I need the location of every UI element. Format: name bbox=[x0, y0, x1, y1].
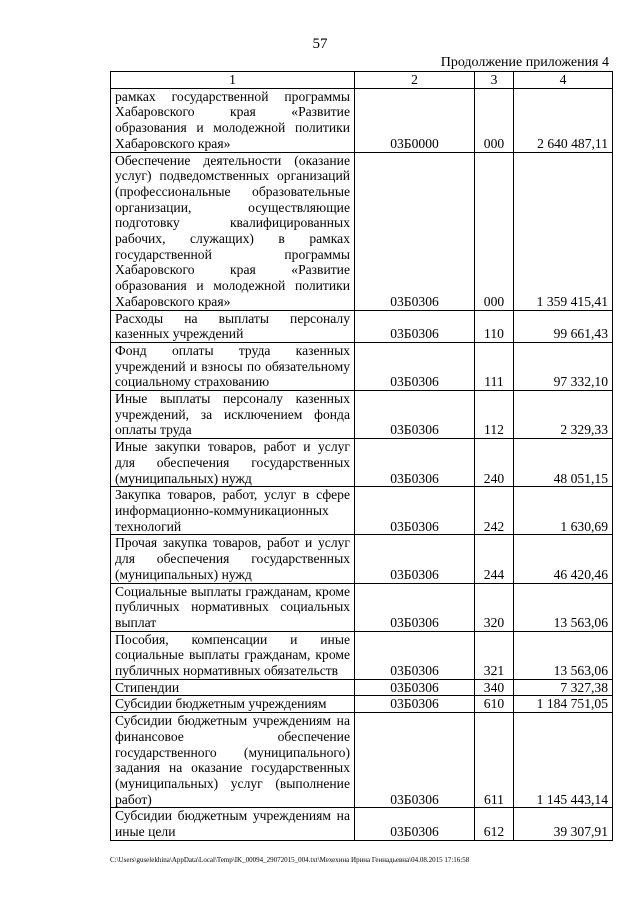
header-col-3: 3 bbox=[475, 72, 514, 89]
header-col-4: 4 bbox=[514, 72, 613, 89]
row-code: 03Б0306 bbox=[355, 439, 475, 487]
row-amount: 46 420,46 bbox=[514, 535, 613, 583]
row-name: Субсидии бюджетным учреждениям bbox=[111, 696, 355, 713]
row-amount: 13 563,06 bbox=[514, 631, 613, 679]
row-code: 03Б0306 bbox=[355, 679, 475, 696]
row-name: Стипендии bbox=[111, 679, 355, 696]
row-type: 000 bbox=[475, 88, 514, 152]
row-code: 03Б0306 bbox=[355, 152, 475, 310]
row-type: 321 bbox=[475, 631, 514, 679]
row-type: 320 bbox=[475, 583, 514, 631]
table-row bbox=[111, 583, 613, 631]
table-row bbox=[111, 439, 613, 487]
row-name: Иные выплаты персоналу казенных учреждений, за исключением фонда оплаты труда bbox=[111, 391, 355, 439]
table-row bbox=[111, 631, 613, 679]
row-code: 03Б0306 bbox=[355, 696, 475, 713]
row-type: 000 bbox=[475, 152, 514, 310]
row-type: 340 bbox=[475, 679, 514, 696]
row-amount: 13 563,06 bbox=[514, 583, 613, 631]
row-amount: 2 329,33 bbox=[514, 391, 613, 439]
row-type: 112 bbox=[475, 391, 514, 439]
row-name: Субсидии бюджетным учреждениям на иные цели bbox=[111, 808, 355, 840]
table-row bbox=[111, 713, 613, 808]
row-code: 03Б0306 bbox=[355, 583, 475, 631]
table-row bbox=[111, 679, 613, 696]
row-type: 244 bbox=[475, 535, 514, 583]
header-col-2: 2 bbox=[355, 72, 475, 89]
row-amount: 97 332,10 bbox=[514, 342, 613, 390]
row-name: Пособия, компенсации и иные социальные выплаты гражданам, кроме публичных нормативных обязательств bbox=[111, 631, 355, 679]
page-number: 57 bbox=[312, 36, 328, 52]
row-type: 242 bbox=[475, 487, 514, 535]
table-row bbox=[111, 310, 613, 342]
row-code: 03Б0306 bbox=[355, 808, 475, 840]
continuation-label: Продолжение приложения 4 bbox=[440, 55, 609, 70]
row-type: 111 bbox=[475, 342, 514, 390]
row-code: 03Б0306 bbox=[355, 535, 475, 583]
row-amount: 99 661,43 bbox=[514, 310, 613, 342]
table-row bbox=[111, 808, 613, 840]
row-name: Фонд оплаты труда казенных учреждений и взносы по обязательному социальному страхованию bbox=[111, 342, 355, 390]
row-code: 03Б0306 bbox=[355, 631, 475, 679]
row-code: 03Б0000 bbox=[355, 88, 475, 152]
row-name: Расходы на выплаты персоналу казенных учреждений bbox=[111, 310, 355, 342]
row-code: 03Б0306 bbox=[355, 310, 475, 342]
row-name: Социальные выплаты гражданам, кроме публичных нормативных социальных выплат bbox=[111, 583, 355, 631]
row-amount: 2 640 487,11 bbox=[514, 88, 613, 152]
row-type: 611 bbox=[475, 713, 514, 808]
row-amount: 39 307,91 bbox=[514, 808, 613, 840]
row-code: 03Б0306 bbox=[355, 713, 475, 808]
table-row bbox=[111, 696, 613, 713]
header-col-1: 1 bbox=[111, 72, 355, 89]
row-amount: 1 184 751,05 bbox=[514, 696, 613, 713]
row-type: 240 bbox=[475, 439, 514, 487]
row-type: 110 bbox=[475, 310, 514, 342]
row-amount: 7 327,38 bbox=[514, 679, 613, 696]
row-type: 612 bbox=[475, 808, 514, 840]
row-amount: 1 145 443,14 bbox=[514, 713, 613, 808]
row-amount: 1 359 415,41 bbox=[514, 152, 613, 310]
row-name: Закупка товаров, работ, услуг в сфере информационно-коммуникационных технологий bbox=[111, 487, 355, 535]
row-name: Прочая закупка товаров, работ и услуг для обеспечения государственных (муниципальных) нужд bbox=[111, 535, 355, 583]
table-row bbox=[111, 535, 613, 583]
table-row bbox=[111, 88, 613, 152]
row-name: рамках государственной программы Хабаровского края «Развитие образования и молодежной политики Хабаровского края» bbox=[111, 88, 355, 152]
row-name: Иные закупки товаров, работ и услуг для обеспечения государственных (муниципальных) нужд bbox=[111, 439, 355, 487]
table-row bbox=[111, 487, 613, 535]
budget-table bbox=[110, 71, 613, 841]
row-amount: 1 630,69 bbox=[514, 487, 613, 535]
row-code: 03Б0306 bbox=[355, 342, 475, 390]
table-row bbox=[111, 152, 613, 310]
row-name: Субсидии бюджетным учреждениям на финансовое обеспечение государственного (муниципального) задания на оказание государственных (муниципальных) услуг (выполнение работ) bbox=[111, 713, 355, 808]
row-code: 03Б0306 bbox=[355, 487, 475, 535]
table-header-row bbox=[111, 72, 613, 89]
table-row bbox=[111, 342, 613, 390]
row-type: 610 bbox=[475, 696, 514, 713]
table-row bbox=[111, 391, 613, 439]
row-name: Обеспечение деятельности (оказание услуг) подведомственных организаций (профессиональные образовательные организации, осуществляющие подготовку квалифицированных рабочих, служащих) в рамках государственной программы Хабаровского края «Развитие образования и молодежной политики Хабаровского края» bbox=[111, 152, 355, 310]
footer-file-path: C:\Users\guselekhina\AppData\Local\Temp\IK_00094_29072015_004.txt\Мехехина Ирина Геннадьевна\04.08.2015 17:16:58 bbox=[110, 856, 470, 864]
row-amount: 48 051,15 bbox=[514, 439, 613, 487]
row-code: 03Б0306 bbox=[355, 391, 475, 439]
